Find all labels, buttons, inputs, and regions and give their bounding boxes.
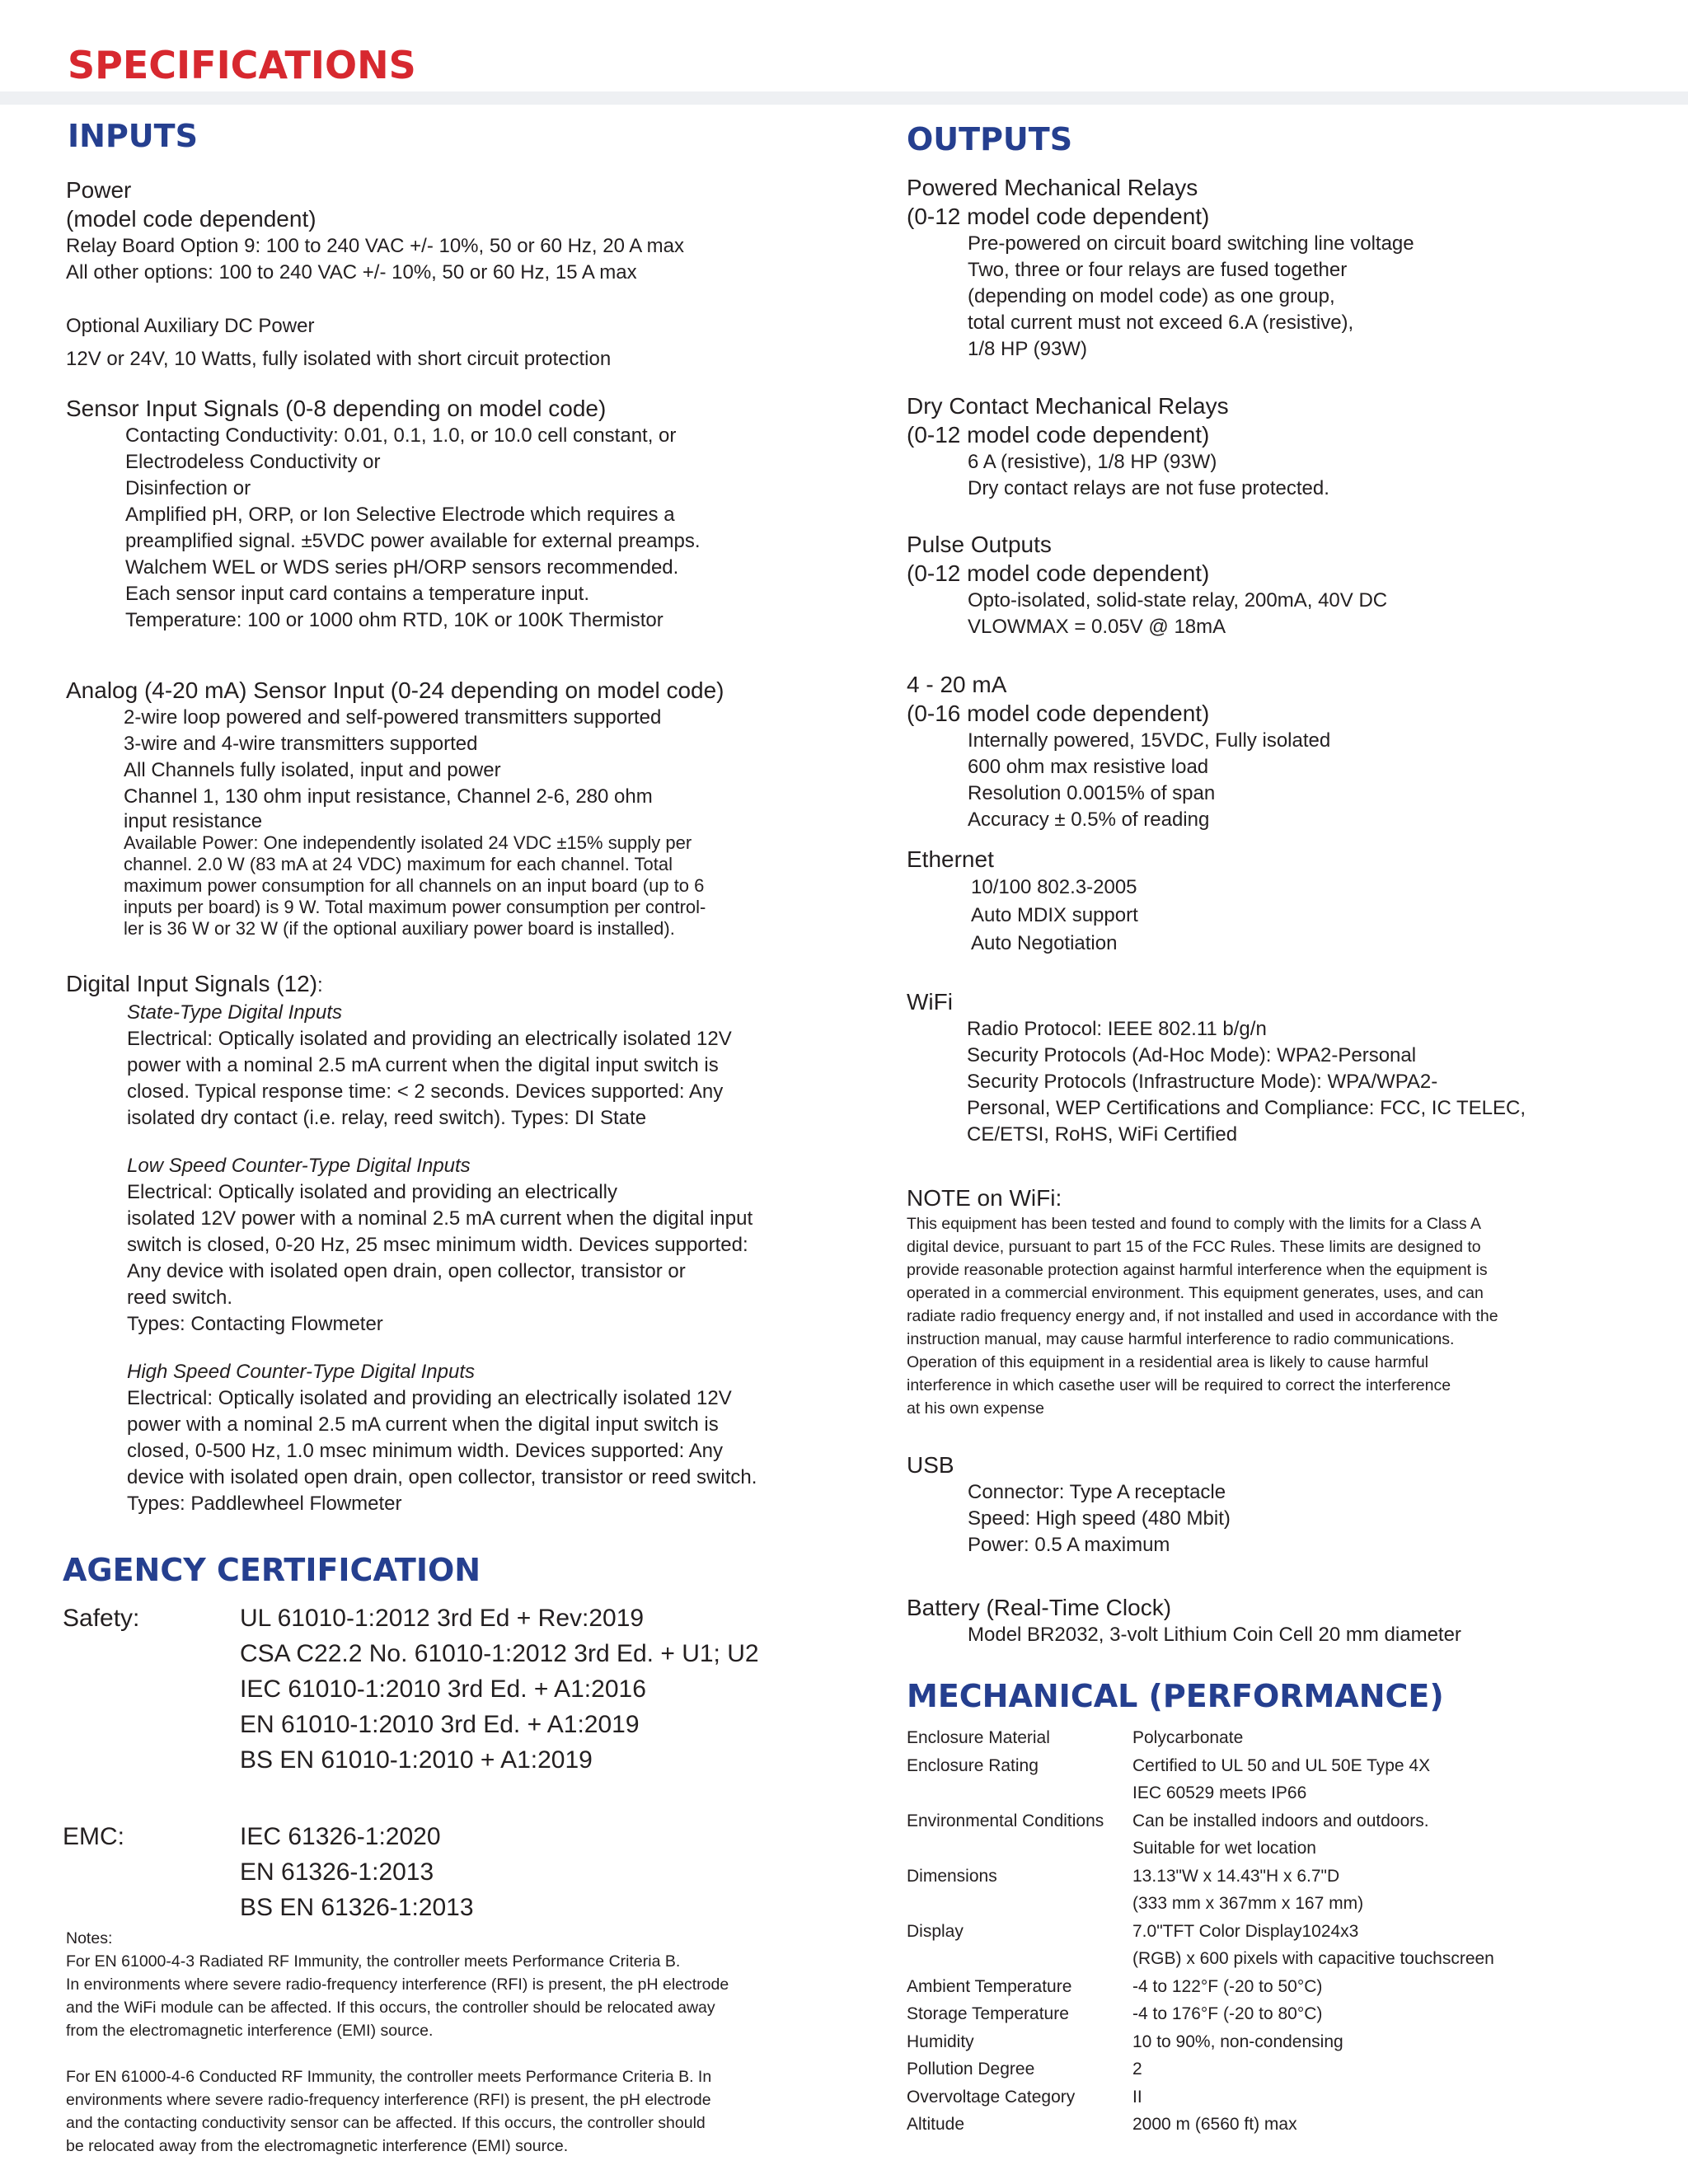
battery-line: Model BR2032, 3-volt Lithium Coin Cell 20 mm diameter: [968, 1624, 1461, 1646]
mechanical-label: Environmental Conditions: [907, 1811, 1104, 1830]
mechanical-label: Humidity: [907, 2032, 974, 2051]
mechanical-value: -4 to 176°F (-20 to 80°C): [1132, 2004, 1323, 2023]
ethernet-block: [907, 845, 1648, 958]
mechanical-value: 10 to 90%, non-condensing: [1132, 2032, 1343, 2051]
mechanical-value: (RGB) x 600 pixels with capacitive touchscreen: [1132, 1949, 1494, 1968]
aux-power-line: 12V or 24V, 10 Watts, fully isolated with short circuit protection: [66, 348, 612, 370]
power-title: Power: [66, 177, 132, 203]
mechanical-label: [907, 1835, 1132, 1863]
ethernet-title: Ethernet: [907, 846, 994, 872]
wifi-line: CE/ETSI, RoHS, WiFi Certified: [967, 1123, 1238, 1146]
aux-power-title: Optional Auxiliary DC Power: [66, 315, 315, 337]
note-wifi-line: operated in a commercial environment. This equipment generates, uses, and can: [907, 1284, 1484, 1302]
analog-line: 2-wire loop powered and self-powered transmitters supported: [124, 706, 662, 729]
digital-low-line: reed switch.: [127, 1286, 233, 1309]
mechanical-row: [907, 1973, 1494, 2001]
safety-standard: IEC 61010-1:2010 3rd Ed. + A1:2016: [240, 1675, 646, 1703]
sensor-line: Temperature: 100 or 1000 ohm RTD, 10K or 100K Thermistor: [125, 609, 663, 631]
digital-state-line: closed. Typical response time: < 2 seconds. Devices supported: Any: [127, 1080, 724, 1103]
mechanical-value: IEC 60529 meets IP66: [1132, 1783, 1307, 1802]
mechanical-row: [907, 2055, 1494, 2083]
wifi-block: [907, 987, 1648, 1148]
pulse-outputs-line: Opto-isolated, solid-state relay, 200mA, 40V DC: [968, 589, 1388, 612]
mechanical-label: Display: [907, 1921, 964, 1941]
mechanical-heading: MECHANICAL (PERFORMANCE): [907, 1678, 1444, 1714]
note-wifi-line: interference in which casethe user will be required to correct the interference: [907, 1376, 1451, 1394]
powered-relays-line: 1/8 HP (93W): [968, 338, 1087, 360]
digital-title-suffix: :: [317, 974, 323, 996]
notes-line: be relocated away from the electromagnetic interference (EMI) source.: [66, 2137, 569, 2155]
note-wifi-line: Operation of this equipment in a residential area is likely to cause harmful: [907, 1353, 1428, 1371]
digital-state-line: isolated dry contact (i.e. relay, reed switch). Types: DI State: [127, 1107, 647, 1129]
powered-relays-title: Powered Mechanical Relays: [907, 175, 1198, 200]
mechanical-row: [907, 1945, 1494, 1973]
note-wifi-line: instruction manual, may cause harmful interference to radio communications.: [907, 1330, 1455, 1348]
mechanical-value: Certified to UL 50 and UL 50E Type 4X: [1132, 1755, 1431, 1775]
mechanical-row: [907, 1807, 1494, 1835]
digital-state-line: Electrical: Optically isolated and providing an electrically isolated 12V: [127, 1028, 732, 1050]
mechanical-label: Dimensions: [907, 1866, 997, 1886]
mechanical-label: Pollution Degree: [907, 2060, 1035, 2079]
analog-compact-line: inputs per board) is 9 W. Total maximum power consumption per control-: [124, 897, 706, 917]
wifi-line: Radio Protocol: IEEE 802.11 b/g/n: [967, 1018, 1267, 1040]
mechanical-label: Enclosure Material: [907, 1728, 1050, 1747]
mechanical-row: [907, 1779, 1494, 1807]
powered-relays-line: (depending on model code) as one group,: [968, 285, 1335, 307]
ma-outputs-line: Internally powered, 15VDC, Fully isolated: [968, 729, 1331, 752]
digital-high-line: power with a nominal 2.5 mA current when the digital input switch is: [127, 1413, 719, 1436]
digital-state-line: power with a nominal 2.5 mA current when the digital input switch is: [127, 1054, 719, 1076]
sensor-line: Disinfection or: [125, 477, 251, 499]
sensor-block: [66, 394, 857, 634]
notes-line: For EN 61000-4-6 Conducted RF Immunity, the controller meets Performance Criteria B. In: [66, 2068, 712, 2086]
mechanical-label: [907, 1890, 1132, 1918]
wifi-line: Personal, WEP Certifications and Compliance: FCC, IC TELEC,: [967, 1097, 1526, 1119]
notes-line: In environments where severe radio-frequency interference (RFI) is present, the pH electrode: [66, 1975, 729, 1994]
mechanical-value: 2000 m (6560 ft) max: [1132, 2115, 1297, 2134]
analog-compact-line: Available Power: One independently isolated 24 VDC ±15% supply per: [124, 832, 692, 853]
mechanical-row: [907, 2028, 1494, 2056]
mechanical-value: II: [1132, 2087, 1142, 2107]
powered-relays-line: Pre-powered on circuit board switching line voltage: [968, 232, 1414, 255]
safety-standard: UL 61010-1:2012 3rd Ed + Rev:2019: [240, 1605, 645, 1632]
agency-heading: AGENCY CERTIFICATION: [63, 1552, 481, 1588]
note-wifi-block: [907, 1183, 1648, 1420]
ethernet-line: Auto Negotiation: [971, 932, 1118, 954]
digital-low-line: Electrical: Optically isolated and providing an electrically: [127, 1181, 617, 1203]
note-wifi-line: radiate radio frequency energy and, if not installed and used in accordance with the: [907, 1307, 1498, 1325]
ma-outputs-block: [907, 670, 1648, 833]
mechanical-value: -4 to 122°F (-20 to 50°C): [1132, 1976, 1323, 1996]
digital-block: [66, 969, 857, 1517]
digital-low-line: isolated 12V power with a nominal 2.5 mA current when the digital input: [127, 1207, 753, 1230]
power-line: All other options: 100 to 240 VAC +/- 10%, 50 or 60 Hz, 15 A max: [66, 261, 637, 284]
digital-title: Digital Input Signals (12): [66, 971, 318, 996]
dry-relays-subtitle: (0-12 model code dependent): [907, 422, 1210, 448]
mechanical-value: (333 mm x 367mm x 167 mm): [1132, 1894, 1364, 1913]
pulse-outputs-block: [907, 530, 1648, 640]
mechanical-value: Suitable for wet location: [1132, 1839, 1316, 1858]
mechanical-value: Can be installed indoors and outdoors.: [1132, 1811, 1429, 1830]
mechanical-label: [907, 1945, 1132, 1973]
note-wifi-line: provide reasonable protection against harmful interference when the equipment is: [907, 1261, 1488, 1279]
safety-standard: CSA C22.2 No. 61010-1:2012 3rd Ed. + U1; U2: [240, 1640, 759, 1667]
mechanical-row: [907, 2000, 1494, 2028]
mechanical-value: Polycarbonate: [1132, 1728, 1244, 1747]
safety-label: Safety:: [63, 1605, 140, 1632]
wifi-line: Security Protocols (Infrastructure Mode): WPA/WPA2-: [967, 1071, 1438, 1093]
page-title: SPECIFICATIONS: [68, 43, 416, 87]
battery-block: [907, 1593, 1648, 1648]
power-line: Relay Board Option 9: 100 to 240 VAC +/- 10%, 50 or 60 Hz, 20 A max: [66, 235, 684, 257]
sensor-line: Electrodeless Conductivity or: [125, 451, 381, 473]
analog-title: Analog (4-20 mA) Sensor Input (0-24 depending on model code): [66, 677, 724, 703]
dry-relays-line: Dry contact relays are not fuse protected.: [968, 477, 1329, 499]
mechanical-label: Enclosure Rating: [907, 1755, 1039, 1775]
safety-standard: EN 61010-1:2010 3rd Ed. + A1:2019: [240, 1711, 640, 1738]
analog-line: input resistance: [124, 810, 263, 832]
usb-line: Power: 0.5 A maximum: [968, 1534, 1170, 1556]
sensor-line: Amplified pH, ORP, or Ion Selective Electrode which requires a: [125, 504, 675, 526]
analog-compact-line: maximum power consumption for all channels on an input board (up to 6: [124, 875, 705, 896]
dry-relays-block: [907, 391, 1648, 502]
sensor-title: Sensor Input Signals (0-8 depending on model code): [66, 396, 607, 421]
ethernet-line: 10/100 802.3-2005: [971, 876, 1137, 898]
agency-notes: [66, 1927, 874, 2158]
mechanical-table: [907, 1724, 1494, 2139]
digital-low-line: switch is closed, 0-20 Hz, 25 msec minimum width. Devices supported:: [127, 1234, 748, 1256]
pulse-outputs-line: VLOWMAX = 0.05V @ 18mA: [968, 616, 1226, 638]
pulse-outputs-title: Pulse Outputs: [907, 532, 1052, 557]
analog-compact-line: ler is 36 W or 32 W (if the optional auxiliary power board is installed).: [124, 918, 675, 939]
analog-line: All Channels fully isolated, input and power: [124, 759, 501, 781]
ethernet-line: Auto MDIX support: [971, 904, 1138, 926]
notes-line: from the electromagnetic interference (EMI) source.: [66, 2022, 434, 2040]
analog-line: 3-wire and 4-wire transmitters supported: [124, 733, 478, 755]
digital-low-title: Low Speed Counter-Type Digital Inputs: [127, 1155, 471, 1177]
mechanical-label: Storage Temperature: [907, 2004, 1069, 2023]
note-wifi-line: digital device, pursuant to part 15 of the FCC Rules. These limits are designed to: [907, 1238, 1481, 1256]
mechanical-row: [907, 1835, 1494, 1863]
emc-list: [240, 1819, 474, 1925]
notes-line: For EN 61000-4-3 Radiated RF Immunity, the controller meets Performance Criteria B.: [66, 1952, 681, 1971]
notes-line: and the WiFi module can be affected. If this occurs, the controller should be relocated away: [66, 1999, 715, 2017]
usb-line: Speed: High speed (480 Mbit): [968, 1507, 1231, 1530]
digital-high-line: Types: Paddlewheel Flowmeter: [127, 1493, 402, 1515]
outputs-heading: OUTPUTS: [907, 121, 1073, 157]
pulse-outputs-subtitle: (0-12 model code dependent): [907, 560, 1210, 586]
mechanical-row: [907, 1724, 1494, 1752]
aux-power-block: [66, 313, 857, 373]
ma-outputs-line: Accuracy ± 0.5% of reading: [968, 808, 1210, 831]
mechanical-label: [907, 1779, 1132, 1807]
powered-relays-line: total current must not exceed 6.A (resistive),: [968, 312, 1354, 334]
dry-relays-line: 6 A (resistive), 1/8 HP (93W): [968, 451, 1217, 473]
digital-low-line: Types: Contacting Flowmeter: [127, 1313, 383, 1335]
analog-block: [66, 676, 857, 940]
ma-outputs-subtitle: (0-16 model code dependent): [907, 701, 1210, 726]
emc-standard: EN 61326-1:2013: [240, 1858, 434, 1886]
power-block: [66, 176, 857, 286]
analog-line: Channel 1, 130 ohm input resistance, Channel 2-6, 280 ohm: [124, 785, 653, 808]
mechanical-label: Overvoltage Category: [907, 2087, 1076, 2107]
digital-high-line: device with isolated open drain, open collector, transistor or reed switch.: [127, 1466, 757, 1488]
note-wifi-line: This equipment has been tested and found to comply with the limits for a Class A: [907, 1215, 1481, 1233]
powered-relays-subtitle: (0-12 model code dependent): [907, 204, 1210, 229]
mechanical-value: 13.13"W x 14.43"H x 6.7"D: [1132, 1866, 1340, 1886]
mechanical-row: [907, 1890, 1494, 1918]
powered-relays-block: [907, 173, 1648, 363]
usb-line: Connector: Type A receptacle: [968, 1481, 1226, 1503]
mechanical-row: [907, 2111, 1494, 2139]
sensor-line: preamplified signal. ±5VDC power available for external preamps.: [125, 530, 701, 552]
analog-compact-line: channel. 2.0 W (83 mA at 24 VDC) maximum for each channel. Total: [124, 854, 673, 874]
notes-line: and the contacting conductivity sensor can be affected. If this occurs, the controller should: [66, 2114, 706, 2132]
sensor-line: Each sensor input card contains a temperature input.: [125, 583, 589, 605]
ma-outputs-line: 600 ohm max resistive load: [968, 756, 1209, 778]
safety-standard: BS EN 61010-1:2010 + A1:2019: [240, 1746, 593, 1774]
header-band: [0, 91, 1688, 105]
wifi-title: WiFi: [907, 989, 953, 1015]
sensor-line: Contacting Conductivity: 0.01, 0.1, 1.0, or 10.0 cell constant, or: [125, 424, 677, 447]
usb-block: [907, 1451, 1648, 1558]
mechanical-row: [907, 1752, 1494, 1780]
emc-standard: IEC 61326-1:2020: [240, 1823, 441, 1850]
safety-list: [240, 1601, 759, 1778]
mechanical-row: [907, 1863, 1494, 1891]
mechanical-label: Altitude: [907, 2115, 965, 2134]
mechanical-row: [907, 1918, 1494, 1946]
inputs-heading: INPUTS: [68, 118, 198, 154]
digital-high-title: High Speed Counter-Type Digital Inputs: [127, 1361, 476, 1383]
note-wifi-title: NOTE on WiFi:: [907, 1185, 1062, 1211]
ma-outputs-line: Resolution 0.0015% of span: [968, 782, 1216, 804]
powered-relays-line: Two, three or four relays are fused together: [968, 259, 1348, 281]
emc-label: EMC:: [63, 1823, 124, 1850]
usb-title: USB: [907, 1452, 954, 1478]
digital-low-line: Any device with isolated open drain, open collector, transistor or: [127, 1260, 686, 1282]
mechanical-row: [907, 2083, 1494, 2111]
battery-title: Battery (Real-Time Clock): [907, 1595, 1172, 1620]
emc-standard: BS EN 61326-1:2013: [240, 1894, 474, 1921]
power-subtitle: (model code dependent): [66, 206, 316, 232]
digital-high-line: closed, 0-500 Hz, 1.0 msec minimum width. Devices supported: Any: [127, 1440, 723, 1462]
wifi-line: Security Protocols (Ad-Hoc Mode): WPA2-Personal: [967, 1044, 1417, 1066]
note-wifi-line: at his own expense: [907, 1399, 1044, 1418]
sensor-line: Walchem WEL or WDS series pH/ORP sensors recommended.: [125, 556, 679, 579]
notes-line: environments where severe radio-frequency interference (RFI) is present, the pH electrode: [66, 2091, 711, 2109]
mechanical-value: 2: [1132, 2060, 1142, 2079]
digital-high-line: Electrical: Optically isolated and providing an electrically isolated 12V: [127, 1387, 732, 1409]
dry-relays-title: Dry Contact Mechanical Relays: [907, 393, 1229, 419]
ma-outputs-title: 4 - 20 mA: [907, 672, 1007, 697]
digital-state-title: State-Type Digital Inputs: [127, 1001, 343, 1024]
mechanical-value: 7.0"TFT Color Display1024x3: [1132, 1921, 1359, 1941]
notes-label: Notes:: [66, 1929, 113, 1947]
mechanical-label: Ambient Temperature: [907, 1976, 1072, 1996]
